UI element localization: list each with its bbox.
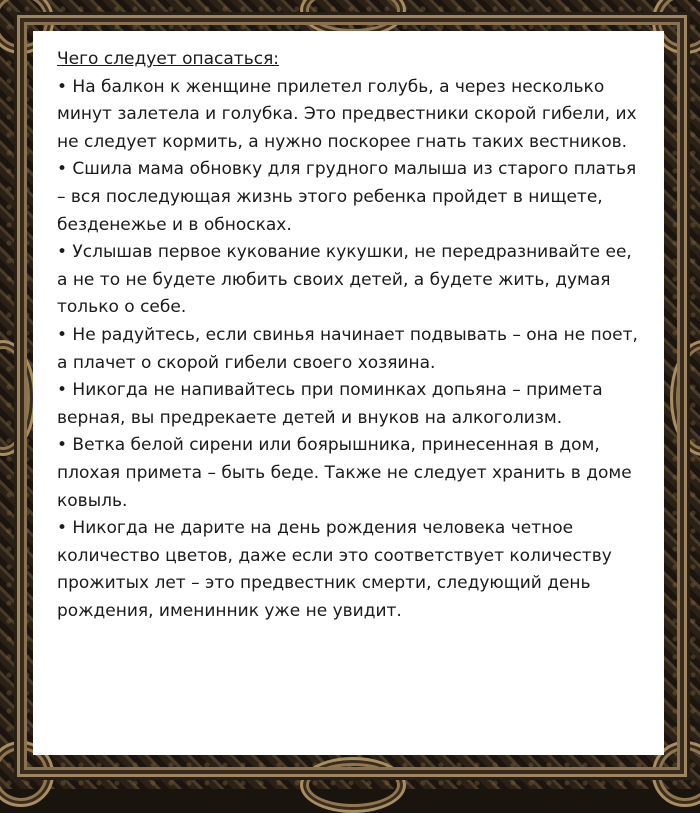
- list-item: • На балкон к женщине прилетел голубь, а через несколько минут залетела и голубка. Это предвестники скорой гибели, их не следует кормить, а нужно поскорее гнать таких вестников.: [57, 76, 637, 152]
- heading: Чего следует опасаться:: [57, 49, 280, 69]
- list-item: • Ветка белой сирени или боярышника, принесенная в дом, плохая примета – быть беде. Также не следует хранить в доме ковыль.: [57, 435, 632, 511]
- list-item: • Не радуйтесь, если свинья начинает подвывать – она не поет, а плачет о скорой гибели своего хозяина.: [57, 324, 638, 373]
- list-item: • Услышав первое кукование кукушки, не передразнивайте ее, а не то не будете любить своих детей, а будете жить, думая только о себе.: [57, 242, 632, 318]
- list-item: • Никогда не дарите на день рождения человека четное количество цветов, даже если это соответствует количеству прожитых лет – это предвестник смерти, следующий день рождения, именинник уже не увидит.: [57, 518, 612, 621]
- text-content: [57, 46, 647, 625]
- list-item: • Никогда не напивайтесь при поминках допьяна – примета верная, вы предрекаете детей и внуков на алкоголизм.: [57, 380, 603, 428]
- list-item: • Сшила мама обновку для грудного малыша из старого платья – вся последующая жизнь этого ребенка пройдет в нищете, безденежье и в обносках.: [57, 159, 637, 235]
